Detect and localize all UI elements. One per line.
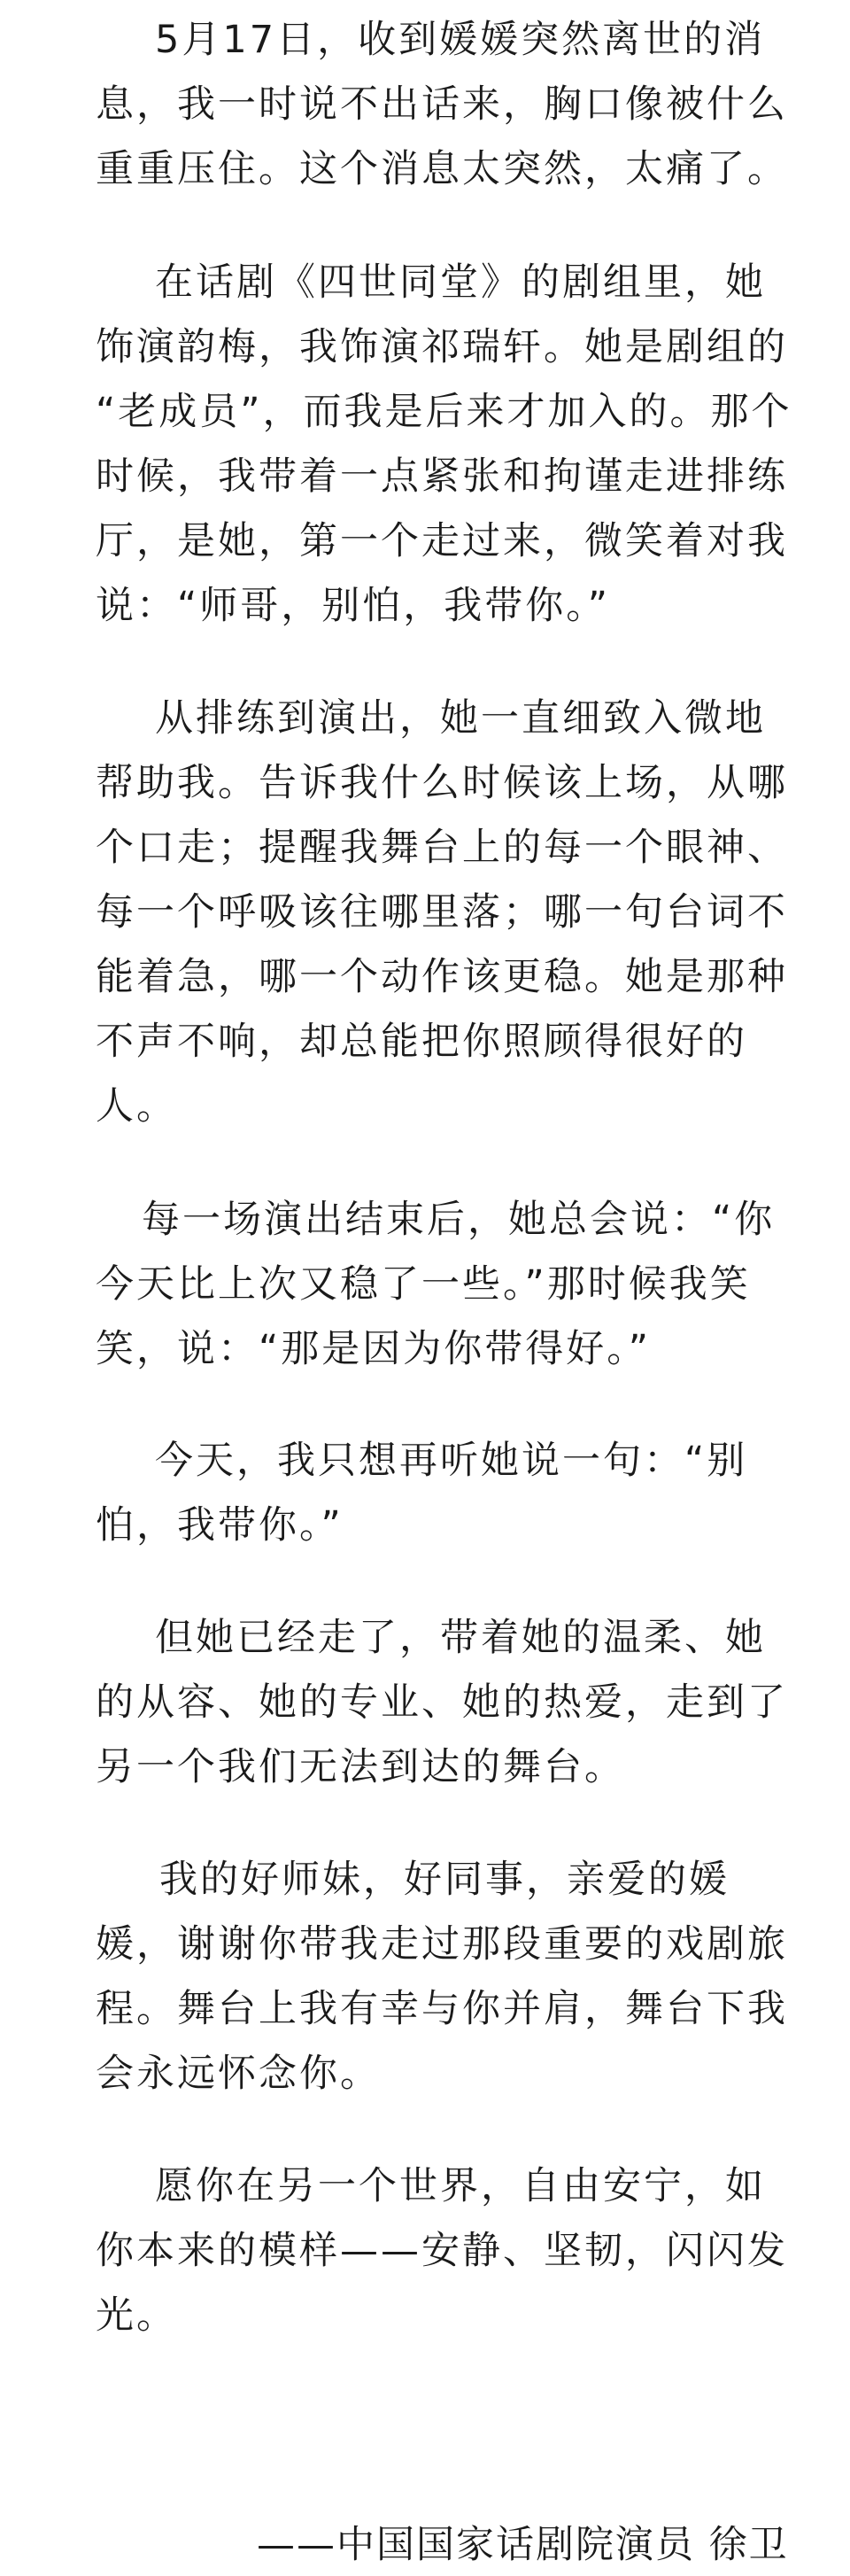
text-line: 但她已经走了，带着她的温柔、她 [155,1616,766,1660]
text-line: 在话剧《四世同堂》的剧组里，她 [155,260,766,305]
text-line: 会永远怀念你。 [96,2052,381,2096]
signature: ——中国国家话剧院演员 徐卫 [257,2523,789,2567]
text-line: 怕，我带你。” [96,1503,344,1548]
text-line: 帮助我。告诉我什么时候该上场，从哪 [96,761,788,805]
text-line: 能着急，哪一个动作该更稳。她是那种 [96,955,788,999]
text-line: “老成员”，而我是后来才加入的。那个 [96,390,792,434]
text-line: 时候，我带着一点紧张和拘谨走进排练 [96,454,788,499]
text-line: 媛，谢谢你带我走过那段重要的戏剧旅 [96,1922,788,1967]
text-line: 另一个我们无法到达的舞台。 [96,1745,625,1789]
text-line: 不声不响，却总能把你照顾得很好的 [96,1020,747,1064]
text-line: 程。舞台上我有幸与你并肩，舞台下我 [96,1987,788,2031]
text-line: 息，我一时说不出话来，胸口像被什么 [96,82,788,127]
text-line: 你本来的模样——安静、坚韧，闪闪发 [96,2229,788,2273]
text-line: 从排练到演出，她一直细致入微地 [155,696,766,741]
text-line: 的从容、她的专业、她的热爱，走到了 [96,1680,788,1725]
text-line: 笑，说：“那是因为你带得好。” [96,1327,652,1371]
text-line: 每一场演出结束后，她总会说：“你 [142,1198,776,1242]
text-line: 厅，是她，第一个走过来，微笑着对我 [96,519,788,563]
text-line: 个口走；提醒我舞台上的每一个眼神、 [96,826,788,870]
text-line: 愿你在另一个世界，自由安宁，如 [155,2164,766,2208]
text-line: 今天，我只想再听她说一句：“别 [155,1439,748,1483]
text-line: 重重压住。这个消息太突然，太痛了。 [96,147,788,191]
text-line: 说：“师哥，别怕，我带你。” [96,584,611,628]
text-line: 每一个呼吸该往哪里落；哪一句台词不 [96,890,788,935]
text-line: 5月17日，收到媛媛突然离世的消 [155,18,766,62]
text-line: 今天比上次又稳了一些。”那时候我笑 [96,1262,751,1307]
text-line: 人。 [96,1084,177,1129]
text-line: 光。 [96,2293,177,2338]
text-line: 我的好师妹，好同事，亲爱的媛 [159,1858,730,1902]
text-line: 饰演韵梅，我饰演祁瑞轩。她是剧组的 [96,325,788,369]
